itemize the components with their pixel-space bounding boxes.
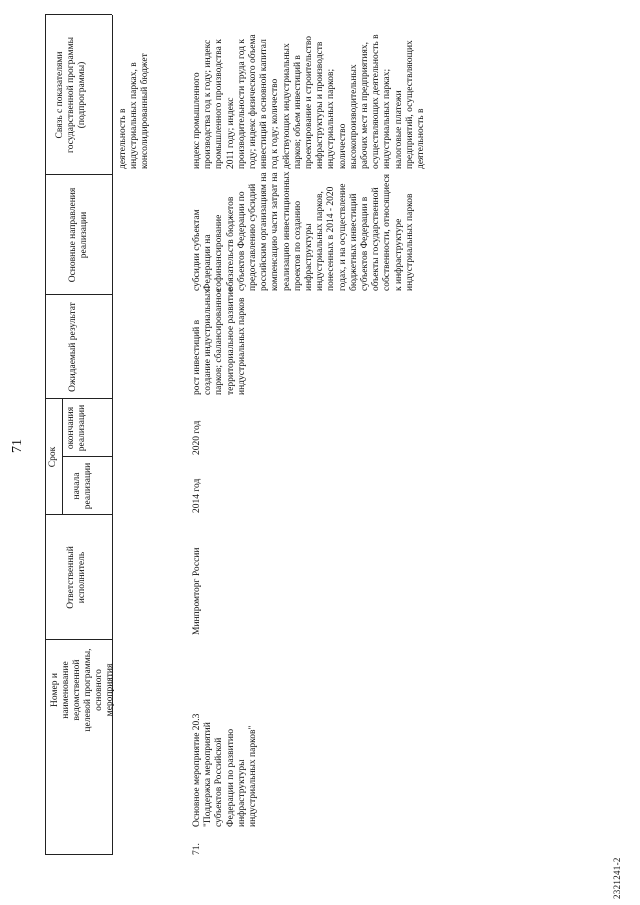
header-executor: Ответственный исполнитель [66,546,87,609]
header-directions: Основные направления реализации [68,187,89,283]
row-number: 71. [192,843,202,855]
row-program-name: Основное мероприятие 20.3 "Поддержка мероприятий субъектов Российской Федерации по развитию инфраструктуры индустриальных парков" [192,713,259,827]
table-right-border [45,14,112,15]
col-divider-5 [45,294,112,295]
page-number: 71 [10,439,25,453]
table-left-border [45,854,112,855]
row-start-date: 2014 год [192,478,202,513]
header-program: Номер и наименование ведомственной целевой программы, основного мероприятия [50,648,115,732]
row-link-indicators: индекс промышленного производства год к году; индекс промышленного производства к 2011 году; индекс производительности труда год к году; индекс физического объема инвестиций в основной капитал год к году; количество действующих индустриальных парков; объем инвестиций в проектирование и строительство инфраструктуры и производств индустриальных парков; количество высокопроизводительных рабочих мест на предприятиях, осуществляющих деятельность в индустриальных парках; налоговые платежи предприятий, осуществляющих деятельность в [192,34,427,169]
header-end: окончания реализации [66,404,87,452]
continuation-link-text: деятельность в индустриальных парках, в консолидированный бюджет [118,53,151,169]
col-divider-3 [62,456,112,457]
srok-divider [62,399,63,515]
header-start: начала реализации [72,462,93,510]
header-srok: Срок [48,446,58,468]
col-divider-6 [45,174,112,175]
row-directions: субсидии субъектам Федерации на софинансирование обязательств бюджетов субъектов Федерации по предоставлению субсидий российским организациям на компенсацию части затрат на реализацию инвестиционных проектов по созданию инфраструктуры индустриальных парков, понесенных в 2014 - 2020 годах, и на осуществление бюджетных инвестиций субъектов Федерации в объекты государственной собственности, относящиеся к инфраструктуре индустриальных парков [192,171,415,291]
document-code: 2321241-2 [612,857,622,899]
row-end-date: 2020 год [192,420,202,455]
header-result: Ожидаемый результат [68,302,78,392]
header-link: Связь с показателями государственной программы (подпрограммы) [55,37,87,153]
col-divider-1 [45,639,112,640]
row-executor: Минпромторг России [192,547,202,635]
table-top-border [45,15,46,855]
row-expected-result: рост инвестиций в создание индустриальных парков; сбалансированное территориальное развитие индустриальных парков [192,287,247,395]
